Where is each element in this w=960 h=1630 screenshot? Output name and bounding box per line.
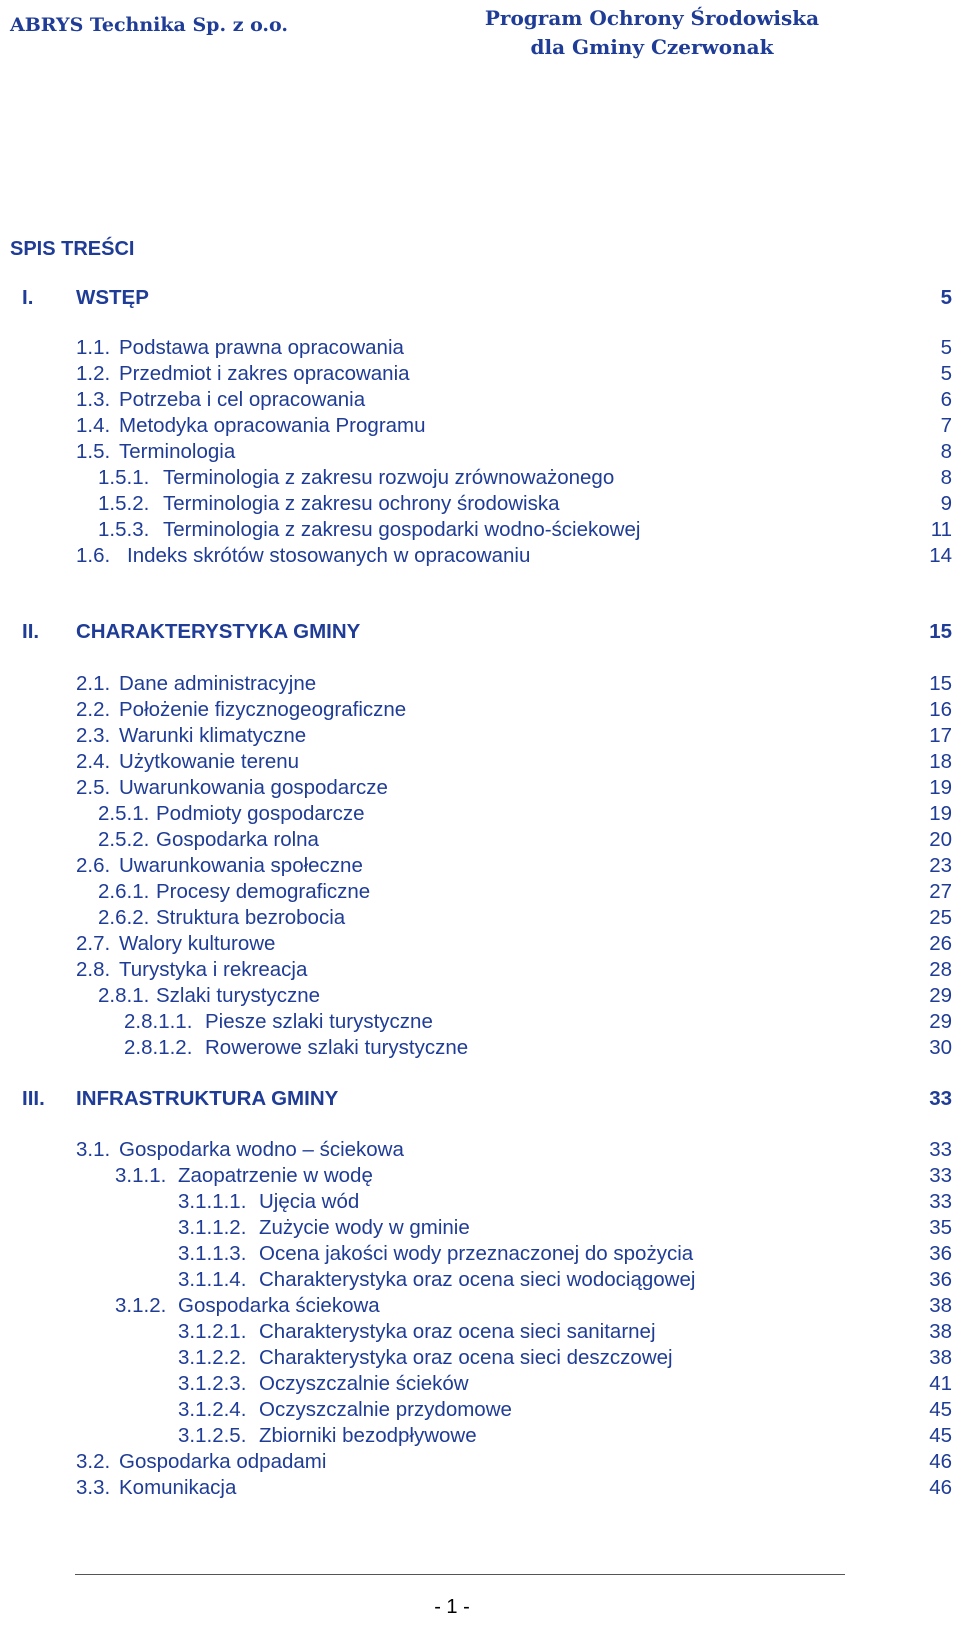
- toc-page-number: 25: [929, 906, 952, 929]
- toc-entry[interactable]: [98, 905, 952, 931]
- toc-entry[interactable]: [98, 983, 952, 1009]
- toc-entry-number: 1.5.1.: [98, 466, 150, 489]
- toc-entry-number: 1.5.2.: [98, 492, 150, 515]
- toc-entry-number: 1.6.: [76, 544, 111, 567]
- toc-page-number: 5: [940, 336, 952, 359]
- toc-entry-title: Indeks skrótów stosowanych w opracowaniu: [127, 544, 531, 567]
- toc-entry-title: Charakterystyka oraz ocena sieci deszczowej: [259, 1346, 673, 1369]
- toc-entry-number: 2.7.: [76, 932, 111, 955]
- toc-entry-title: Zaopatrzenie w wodę: [178, 1164, 373, 1187]
- toc-page-number: 11: [930, 518, 952, 541]
- toc-entry-title: Potrzeba i cel opracowania: [119, 388, 366, 411]
- toc-entry-number: 2.2.: [76, 698, 111, 721]
- toc-entry[interactable]: [76, 853, 952, 879]
- toc-entry-number: 2.8.1.1.: [124, 1010, 193, 1033]
- toc-entry-title: Turystyka i rekreacja: [119, 958, 308, 981]
- toc-entry[interactable]: [178, 1189, 952, 1215]
- toc-entry[interactable]: [178, 1215, 952, 1241]
- toc-page-number: 36: [929, 1242, 952, 1265]
- toc-page-number: 7: [940, 414, 952, 437]
- toc-entry-title: Zużycie wody w gminie: [259, 1216, 470, 1239]
- toc-entry[interactable]: [98, 491, 952, 517]
- toc-entry-number: 2.8.1.2.: [124, 1036, 193, 1059]
- toc-entry[interactable]: [76, 439, 952, 465]
- toc-page-number: 30: [929, 1036, 952, 1059]
- toc-page-number: 29: [929, 984, 952, 1007]
- toc-entry[interactable]: [76, 361, 952, 387]
- toc-page-number: 16: [929, 698, 952, 721]
- toc-entry-number: 3.1.2.: [115, 1294, 167, 1317]
- toc-entry-number: 3.1.2.4.: [178, 1398, 247, 1421]
- toc-entry-title: Warunki klimatyczne: [119, 724, 307, 747]
- toc-entry-number: 2.3.: [76, 724, 111, 747]
- toc-entry[interactable]: [178, 1267, 952, 1293]
- toc-page-number: 38: [929, 1294, 952, 1317]
- toc-entry-title: Zbiorniki bezodpływowe: [259, 1424, 477, 1447]
- toc-entry-title: Metodyka opracowania Programu: [119, 414, 426, 437]
- toc-page-number: 46: [929, 1450, 952, 1473]
- document-title: [452, 4, 852, 62]
- toc-entry[interactable]: [76, 1475, 952, 1501]
- toc-entry-number: 2.5.2.: [98, 828, 150, 851]
- toc-entry-number: 3.1.1.: [115, 1164, 167, 1187]
- toc-entry[interactable]: [98, 465, 952, 491]
- toc-section-number: II.: [22, 620, 40, 643]
- toc-entry[interactable]: [76, 1449, 952, 1475]
- toc-entry[interactable]: [178, 1319, 952, 1345]
- toc-entry-title: Terminologia z zakresu rozwoju zrównoważonego: [163, 466, 615, 489]
- toc-page-number: 33: [929, 1087, 952, 1110]
- toc-entry[interactable]: [98, 827, 952, 853]
- toc-entry-title: Gospodarka odpadami: [119, 1450, 327, 1473]
- toc-page-number: 19: [929, 802, 952, 825]
- toc-page-number: 41: [929, 1372, 952, 1395]
- toc-entry-title: Uwarunkowania społeczne: [119, 854, 363, 877]
- toc-entry-number: 1.1.: [76, 336, 111, 359]
- toc-entry-title: Charakterystyka oraz ocena sieci sanitarnej: [259, 1320, 656, 1343]
- toc-entry-number: 3.1.1.3.: [178, 1242, 247, 1265]
- toc-entry-number: 2.8.: [76, 958, 111, 981]
- toc-entry-title: Użytkowanie terenu: [119, 750, 300, 773]
- toc-entry-title: Podmioty gospodarcze: [156, 802, 365, 825]
- toc-section-heading[interactable]: [22, 285, 952, 311]
- toc-page-number: 8: [940, 440, 952, 463]
- toc-entry-number: 1.4.: [76, 414, 111, 437]
- toc-entry-number: 2.6.: [76, 854, 111, 877]
- toc-entry-title: Podstawa prawna opracowania: [119, 336, 404, 359]
- toc-page-number: 18: [929, 750, 952, 773]
- toc-entry[interactable]: [124, 1009, 952, 1035]
- toc-entry[interactable]: [178, 1371, 952, 1397]
- toc-entry-number: 3.1.2.5.: [178, 1424, 247, 1447]
- toc-title: SPIS TREŚCI: [10, 238, 135, 260]
- toc-entry-number: 3.1.1.2.: [178, 1216, 247, 1239]
- toc-section-heading[interactable]: [22, 619, 952, 645]
- toc-page-number: 6: [940, 388, 952, 411]
- toc-entry-number: 2.6.1.: [98, 880, 150, 903]
- toc-entry[interactable]: [76, 671, 952, 697]
- toc-page-number: 20: [929, 828, 952, 851]
- toc-page-number: 28: [929, 958, 952, 981]
- toc-entry-title: Oczyszczalnie przydomowe: [259, 1398, 512, 1421]
- toc-entry-number: 3.1.1.4.: [178, 1268, 247, 1291]
- toc-entry-title: Gospodarka rolna: [156, 828, 319, 851]
- toc-entry-number: 2.1.: [76, 672, 111, 695]
- toc-entry-title: Terminologia: [119, 440, 236, 463]
- toc-entry-title: Procesy demograficzne: [156, 880, 371, 903]
- toc-entry-title: Uwarunkowania gospodarcze: [119, 776, 388, 799]
- toc-entry-number: 3.2.: [76, 1450, 111, 1473]
- toc-page-number: 9: [940, 492, 952, 515]
- toc-entry[interactable]: [178, 1241, 952, 1267]
- toc-page-number: 33: [929, 1138, 952, 1161]
- toc-entry[interactable]: [76, 1137, 952, 1163]
- toc-entry[interactable]: [76, 413, 952, 439]
- toc-section-title: INFRASTRUKTURA GMINY: [76, 1087, 339, 1110]
- document-title-line-2: dla Gminy Czerwonak: [530, 35, 774, 59]
- toc-entry-title: Gospodarka wodno – ściekowa: [119, 1138, 404, 1161]
- document-title-line-1: Program Ochrony Środowiska: [484, 6, 820, 30]
- toc-entry[interactable]: [76, 749, 952, 775]
- footer-divider: [75, 1574, 845, 1575]
- toc-entry-number: 2.5.1.: [98, 802, 150, 825]
- footer-page-number: - 1 -: [434, 1596, 470, 1618]
- toc-page-number: 5: [940, 362, 952, 385]
- toc-entry[interactable]: [76, 775, 952, 801]
- toc-section-number: I.: [22, 286, 34, 309]
- toc-entry-title: Walory kulturowe: [119, 932, 276, 955]
- toc-page-number: 23: [929, 854, 952, 877]
- toc-entry[interactable]: [76, 931, 952, 957]
- company-name: ABRYS Technika Sp. z o.o.: [10, 14, 289, 36]
- toc-page-number: 36: [929, 1268, 952, 1291]
- toc-entry[interactable]: [98, 801, 952, 827]
- toc-entry-title: Oczyszczalnie ścieków: [259, 1372, 469, 1395]
- toc-entry-number: 1.5.: [76, 440, 111, 463]
- toc-entry-number: 2.4.: [76, 750, 111, 773]
- toc-page-number: 35: [929, 1216, 952, 1239]
- toc-entry[interactable]: [98, 517, 952, 543]
- toc-entry[interactable]: [76, 723, 952, 749]
- toc-entry-number: 3.1.: [76, 1138, 111, 1161]
- toc-entry-number: 3.3.: [76, 1476, 111, 1499]
- toc-entry-number: 3.1.2.1.: [178, 1320, 247, 1343]
- toc-page-number: 38: [929, 1346, 952, 1369]
- toc-page-number: 33: [929, 1190, 952, 1213]
- toc-entry-title: Terminologia z zakresu ochrony środowiska: [163, 492, 560, 515]
- toc-entry[interactable]: [178, 1423, 952, 1449]
- toc-section-number: III.: [22, 1087, 45, 1110]
- toc-entry[interactable]: [124, 1035, 952, 1061]
- toc-section-heading[interactable]: [22, 1086, 952, 1112]
- toc-page-number: 26: [929, 932, 952, 955]
- toc-entry-number: 1.5.3.: [98, 518, 150, 541]
- toc-page-number: 17: [929, 724, 952, 747]
- toc-section-title: WSTĘP: [76, 286, 149, 309]
- toc-entry-title: Rowerowe szlaki turystyczne: [205, 1036, 469, 1059]
- toc-page-number: 27: [929, 880, 952, 903]
- toc-entry-title: Gospodarka ściekowa: [178, 1294, 380, 1317]
- toc-entry-title: Struktura bezrobocia: [156, 906, 346, 929]
- toc-entry[interactable]: [76, 697, 952, 723]
- toc-entry-title: Dane administracyjne: [119, 672, 317, 695]
- toc-entry[interactable]: [76, 543, 952, 569]
- toc-page-number: 38: [929, 1320, 952, 1343]
- toc-entry-number: 2.8.1.: [98, 984, 150, 1007]
- toc-entry-title: Piesze szlaki turystyczne: [205, 1010, 433, 1033]
- toc-page-number: 45: [929, 1424, 952, 1447]
- toc-entry-title: Ujęcia wód: [259, 1190, 360, 1213]
- toc-entry[interactable]: [115, 1293, 952, 1319]
- toc-entry[interactable]: [115, 1163, 952, 1189]
- toc-entry-number: 1.3.: [76, 388, 111, 411]
- toc-entry-title: Ocena jakości wody przeznaczonej do spożycia: [259, 1242, 694, 1265]
- toc-page-number: 46: [929, 1476, 952, 1499]
- toc-entry[interactable]: [178, 1397, 952, 1423]
- toc-entry[interactable]: [76, 335, 952, 361]
- toc-entry[interactable]: [76, 387, 952, 413]
- toc-section-title: CHARAKTERYSTYKA GMINY: [76, 620, 361, 643]
- toc-page-number: 29: [929, 1010, 952, 1033]
- toc-entry-number: 1.2.: [76, 362, 111, 385]
- toc-entry-title: Przedmiot i zakres opracowania: [119, 362, 410, 385]
- toc-entry-number: 3.1.2.2.: [178, 1346, 247, 1369]
- toc-page-number: 15: [929, 620, 952, 643]
- toc-entry-title: Położenie fizycznogeograficzne: [119, 698, 407, 721]
- toc-page-number: 15: [929, 672, 952, 695]
- toc-entry-title: Szlaki turystyczne: [156, 984, 321, 1007]
- toc-entry-number: 2.6.2.: [98, 906, 150, 929]
- toc-entry-number: 3.1.1.1.: [178, 1190, 247, 1213]
- toc-page-number: 14: [929, 544, 952, 567]
- toc-entry-number: 2.5.: [76, 776, 111, 799]
- toc-entry[interactable]: [76, 957, 952, 983]
- toc-page-number: 45: [929, 1398, 952, 1421]
- toc-entry[interactable]: [98, 879, 952, 905]
- toc-page-number: 33: [929, 1164, 952, 1187]
- toc-entry[interactable]: [178, 1345, 952, 1371]
- toc-entry-title: Komunikacja: [119, 1476, 237, 1499]
- toc-entry-title: Terminologia z zakresu gospodarki wodno-ściekowej: [163, 518, 641, 541]
- toc-entry-title: Charakterystyka oraz ocena sieci wodociągowej: [259, 1268, 696, 1291]
- toc-page-number: 5: [940, 286, 952, 309]
- toc-entry-number: 3.1.2.3.: [178, 1372, 247, 1395]
- toc-page-number: 19: [929, 776, 952, 799]
- toc-page-number: 8: [940, 466, 952, 489]
